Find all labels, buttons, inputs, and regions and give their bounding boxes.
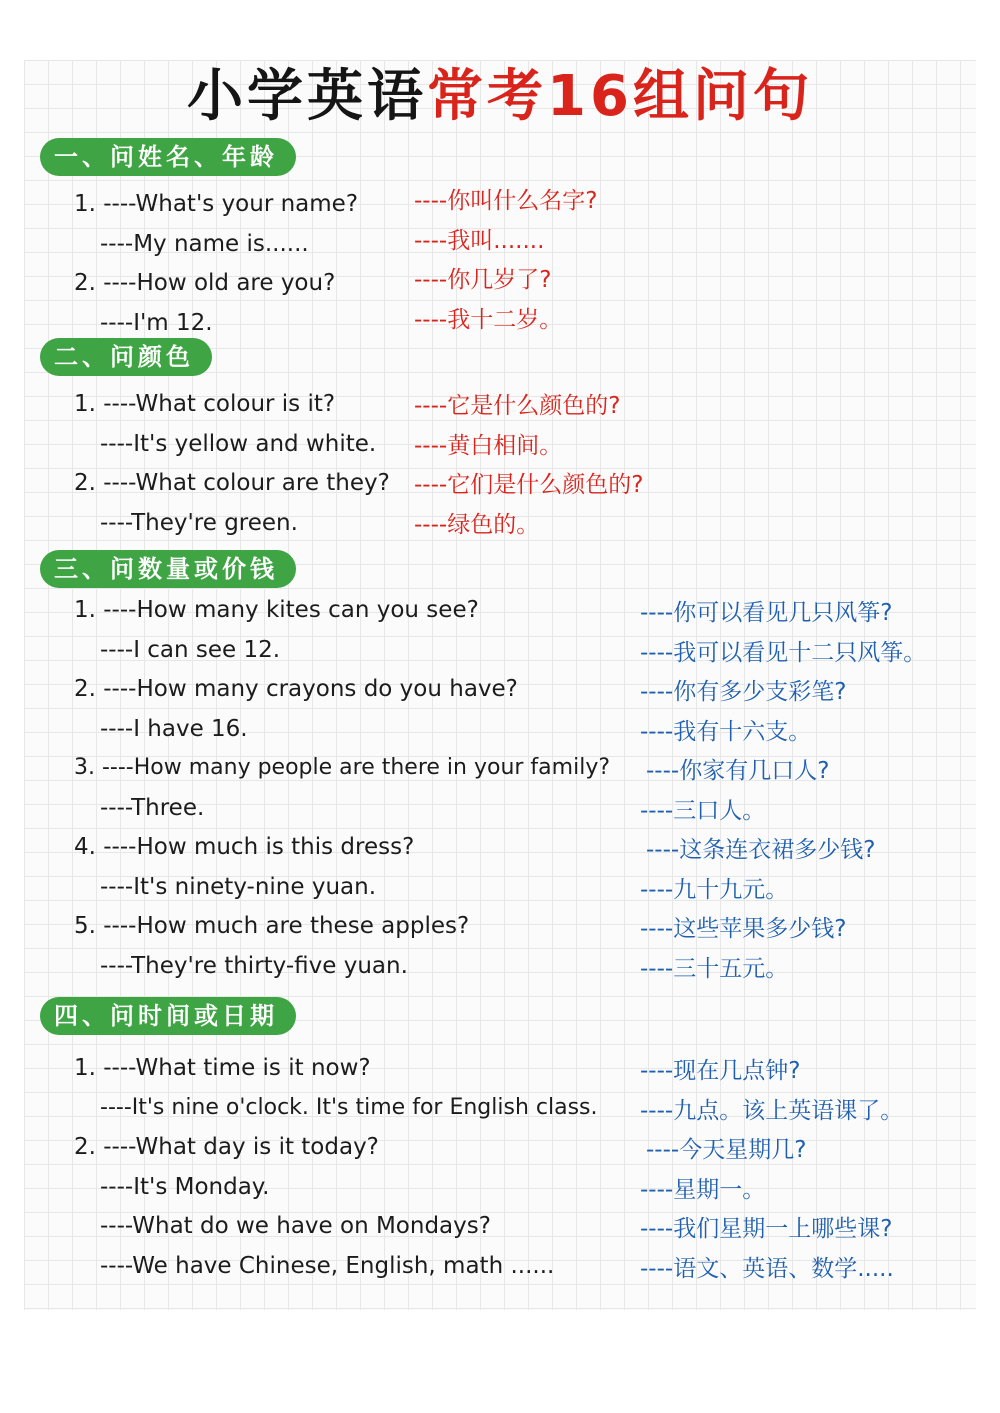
question-line: 1. ----What time is it now?: [74, 1055, 371, 1081]
title-red-part: 常考16组问句: [427, 64, 813, 129]
translation-line: ----三口人。: [640, 798, 766, 824]
answer-line: ----They're green.: [100, 510, 298, 536]
translation-line: ----我们星期一上哪些课?: [640, 1216, 893, 1242]
translation-line: ----语文、英语、数学.....: [640, 1256, 894, 1282]
question-line: 5. ----How much are these apples?: [74, 913, 470, 939]
question-line: 2. ----What colour are they?: [74, 470, 390, 496]
translation-line: ----我十二岁。: [414, 307, 563, 333]
question-line: 2. ----How old are you?: [74, 270, 336, 296]
translation-line: ----它们是什么颜色的?: [414, 472, 644, 498]
translation-line: ----我有十六支。: [640, 719, 812, 745]
answer-line: ----It's ninety-nine yuan.: [100, 874, 377, 900]
answer-line: ----I can see 12.: [100, 637, 281, 663]
translation-line: ----你几岁了?: [414, 267, 552, 293]
translation-line: ----三十五元。: [640, 956, 789, 982]
translation-line: ----这些苹果多少钱?: [640, 916, 847, 942]
translation-line: ----你叫什么名字?: [414, 188, 598, 214]
translation-line: ----九十九元。: [640, 877, 789, 903]
answer-line: ----I'm 12.: [100, 310, 213, 336]
question-line: 2. ----How many crayons do you have?: [74, 676, 518, 702]
question-line: 1. ----How many kites can you see?: [74, 597, 479, 623]
translation-line: ----九点。该上英语课了。: [640, 1098, 904, 1124]
question-line: 1. ----What colour is it?: [74, 391, 336, 417]
translation-line: ----它是什么颜色的?: [414, 393, 621, 419]
section-header-time-date: 四、问时间或日期: [40, 997, 296, 1035]
question-line: 3. ----How many people are there in your family?: [74, 755, 611, 780]
translation-line: ----这条连衣裙多少钱?: [646, 837, 876, 863]
section-header-name-age: 一、问姓名、年龄: [40, 138, 296, 176]
section-header-quantity-price: 三、问数量或价钱: [40, 550, 296, 588]
answer-line: ----It's nine o'clock. It's time for English class.: [100, 1095, 598, 1120]
translation-line: ----黄白相间。: [414, 433, 563, 459]
translation-line: ----你可以看见几只风筝?: [640, 600, 893, 626]
title-black-part: 小学英语: [187, 64, 428, 129]
question-line: 2. ----What day is it today?: [74, 1134, 379, 1160]
answer-line: ----I have 16.: [100, 716, 248, 742]
answer-line: ----It's Monday.: [100, 1174, 270, 1200]
translation-line: ----我可以看见十二只风筝。: [640, 640, 927, 666]
question-line: ----What do we have on Mondays?: [100, 1213, 491, 1239]
section-header-colour: 二、问颜色: [40, 338, 212, 376]
answer-line: ----It's yellow and white.: [100, 431, 377, 457]
answer-line: ----They're thirty-five yuan.: [100, 953, 408, 979]
question-line: 1. ----What's your name?: [74, 191, 359, 217]
answer-line: ----Three.: [100, 795, 205, 821]
translation-line: ----现在几点钟?: [640, 1058, 801, 1084]
translation-line: ----我叫.......: [414, 228, 545, 254]
translation-line: ----星期一。: [640, 1177, 766, 1203]
translation-line: ----今天星期几?: [646, 1137, 807, 1163]
answer-line: ----My name is......: [100, 231, 309, 257]
question-line: 4. ----How much is this dress?: [74, 834, 415, 860]
translation-line: ----你有多少支彩笔?: [640, 679, 847, 705]
translation-line: ----绿色的。: [414, 512, 540, 538]
answer-line: ----We have Chinese, English, math ......: [100, 1253, 555, 1279]
page-title: [0, 62, 1000, 132]
translation-line: ----你家有几口人?: [646, 758, 830, 784]
